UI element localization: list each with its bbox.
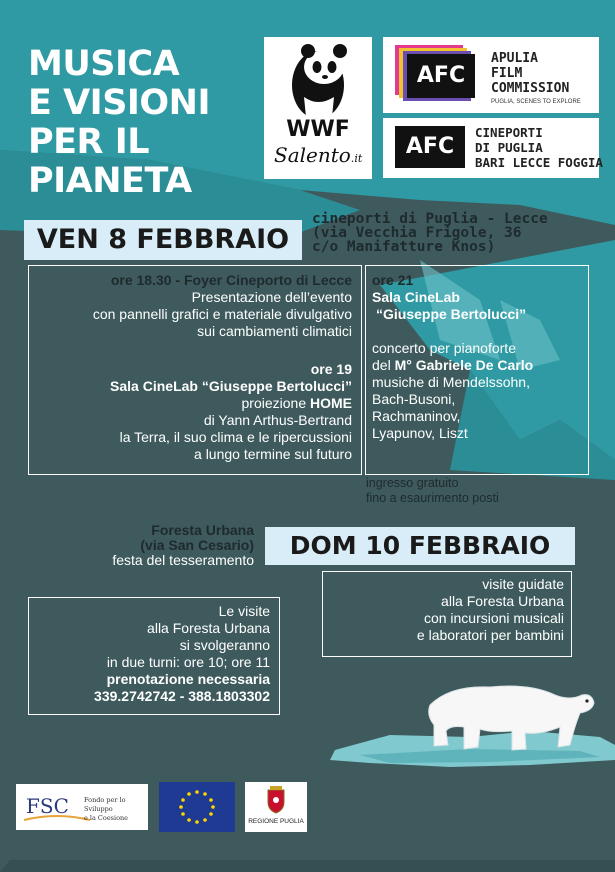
guided-line: visite guidate xyxy=(482,576,564,592)
title-line: PER IL xyxy=(28,122,150,162)
title-line: E VISIONI xyxy=(28,83,211,123)
event-line: proiezione xyxy=(241,395,310,411)
fsc-swoosh-icon xyxy=(22,814,92,824)
poster-title xyxy=(28,45,268,201)
performer: M° Gabriele De Carlo xyxy=(394,357,534,373)
visits-line: Le visite xyxy=(218,603,270,619)
event-time: ore 19 xyxy=(310,361,352,377)
event-foyer xyxy=(30,272,352,340)
fsc-line: e la Coesione xyxy=(84,814,129,822)
polar-bear-illustration xyxy=(330,665,615,780)
venue-line: (via Vecchia Frigole, 36 xyxy=(312,225,522,241)
event-place: “Giuseppe Bertolucci” xyxy=(376,306,527,322)
eu-flag-logo xyxy=(159,782,235,832)
fsc-mark: FSC xyxy=(26,794,69,818)
event-line: Bach-Busoni, xyxy=(372,391,456,407)
event-line: Lyapunov, Liszt xyxy=(372,425,468,441)
regione-name: REGIONE PUGLIA xyxy=(248,818,304,825)
fsc-line: Fondo per lo Sviluppo xyxy=(84,796,126,813)
venue-lecce xyxy=(312,212,612,254)
eu-stars-icon xyxy=(159,782,235,832)
day2-event: festa del tesseramento xyxy=(112,552,254,568)
wwf-region-suffix: .it xyxy=(350,152,363,165)
panda-icon xyxy=(264,37,372,127)
cineporti-badge: AFC xyxy=(395,126,465,168)
event-line: a lungo termine sul futuro xyxy=(194,446,352,462)
cineporti-line: CINEPORTI xyxy=(475,125,543,140)
event-line: musiche di Mendelssohn, xyxy=(372,374,530,390)
wwf-name: WWF xyxy=(286,117,350,142)
visits-line: si svolgeranno xyxy=(179,637,270,653)
title-line: PIANETA xyxy=(28,161,192,201)
visits-line: in due turni: ore 10; ore 11 xyxy=(106,654,270,670)
venue-name: Foresta Urbana xyxy=(151,522,254,538)
event-line: Rachmaninov, xyxy=(372,408,461,424)
date-banner-friday: VEN 8 FEBBRAIO xyxy=(24,220,302,260)
event-time: ore 18.30 - Foyer Cineporto di Lecce xyxy=(110,272,352,288)
venue-line: c/o Manifatture Knos) xyxy=(312,239,496,255)
apulia-tagline: PUGLIA, SCENES TO EXPLORE xyxy=(491,99,581,105)
booking-note: prenotazione necessaria xyxy=(106,671,270,687)
event-film-line xyxy=(30,395,352,412)
cineporti-line: DI PUGLIA xyxy=(475,140,543,155)
visits-info xyxy=(30,603,270,705)
apulia-film-commission-logo xyxy=(383,37,599,113)
venue-address: (via San Cesario) xyxy=(140,537,254,553)
wwf-logo xyxy=(264,37,372,179)
guided-info xyxy=(324,576,564,644)
cineporti-logo xyxy=(383,118,603,178)
apulia-line: APULIA xyxy=(491,51,538,66)
foresta-urbana-info xyxy=(60,523,254,568)
cineporti-line: BARI LECCE FOGGIA xyxy=(475,155,603,170)
regione-puglia-logo xyxy=(245,782,307,832)
event-concert xyxy=(372,272,587,442)
cineporti-text xyxy=(475,125,603,170)
entry-note xyxy=(366,476,606,506)
wwf-region xyxy=(274,143,372,167)
guided-line: alla Foresta Urbana xyxy=(441,593,564,609)
event-line: di Yann Arthus-Bertrand xyxy=(203,412,352,428)
date-banner-sunday: DOM 10 FEBBRAIO xyxy=(265,527,575,565)
event-line: concerto per pianoforte xyxy=(372,340,516,356)
event-line: sui cambiamenti climatici xyxy=(197,323,352,339)
event-line: del xyxy=(372,357,395,373)
film-title: HOME xyxy=(310,395,352,411)
event-screening xyxy=(30,361,352,463)
event-place: Sala CineLab “Giuseppe Bertolucci” xyxy=(110,378,352,394)
afc-stripes xyxy=(395,45,477,101)
apulia-text xyxy=(491,51,569,96)
coat-of-arms-icon xyxy=(266,786,286,814)
event-performer-line xyxy=(372,357,587,374)
phone-numbers: 339.2742742 - 388.1803302 xyxy=(94,688,270,704)
fsc-name xyxy=(84,796,148,823)
title-line: MUSICA xyxy=(28,44,180,84)
entry-line: ingresso gratuito xyxy=(366,476,459,490)
wwf-region-name: Salento xyxy=(274,143,351,167)
guided-line: con incursioni musicali xyxy=(423,610,564,626)
apulia-line: COMMISSION xyxy=(491,81,570,96)
event-line: Presentazione dell’evento xyxy=(191,289,352,305)
guided-line: e laboratori per bambini xyxy=(416,627,564,643)
fsc-logo xyxy=(16,784,148,830)
event-line: la Terra, il suo clima e le ripercussioni xyxy=(119,429,352,445)
event-place: Sala CineLab xyxy=(372,289,460,305)
event-line: con pannelli grafici e materiale divulgativo xyxy=(92,306,352,322)
afc-badge: AFC xyxy=(407,54,475,98)
entry-line: fino a esaurimento posti xyxy=(366,491,499,505)
apulia-line: FILM xyxy=(491,66,523,81)
visits-line: alla Foresta Urbana xyxy=(147,620,270,636)
event-time: ore 21 xyxy=(372,272,414,288)
venue-line: cineporti di Puglia - Lecce xyxy=(312,211,548,227)
